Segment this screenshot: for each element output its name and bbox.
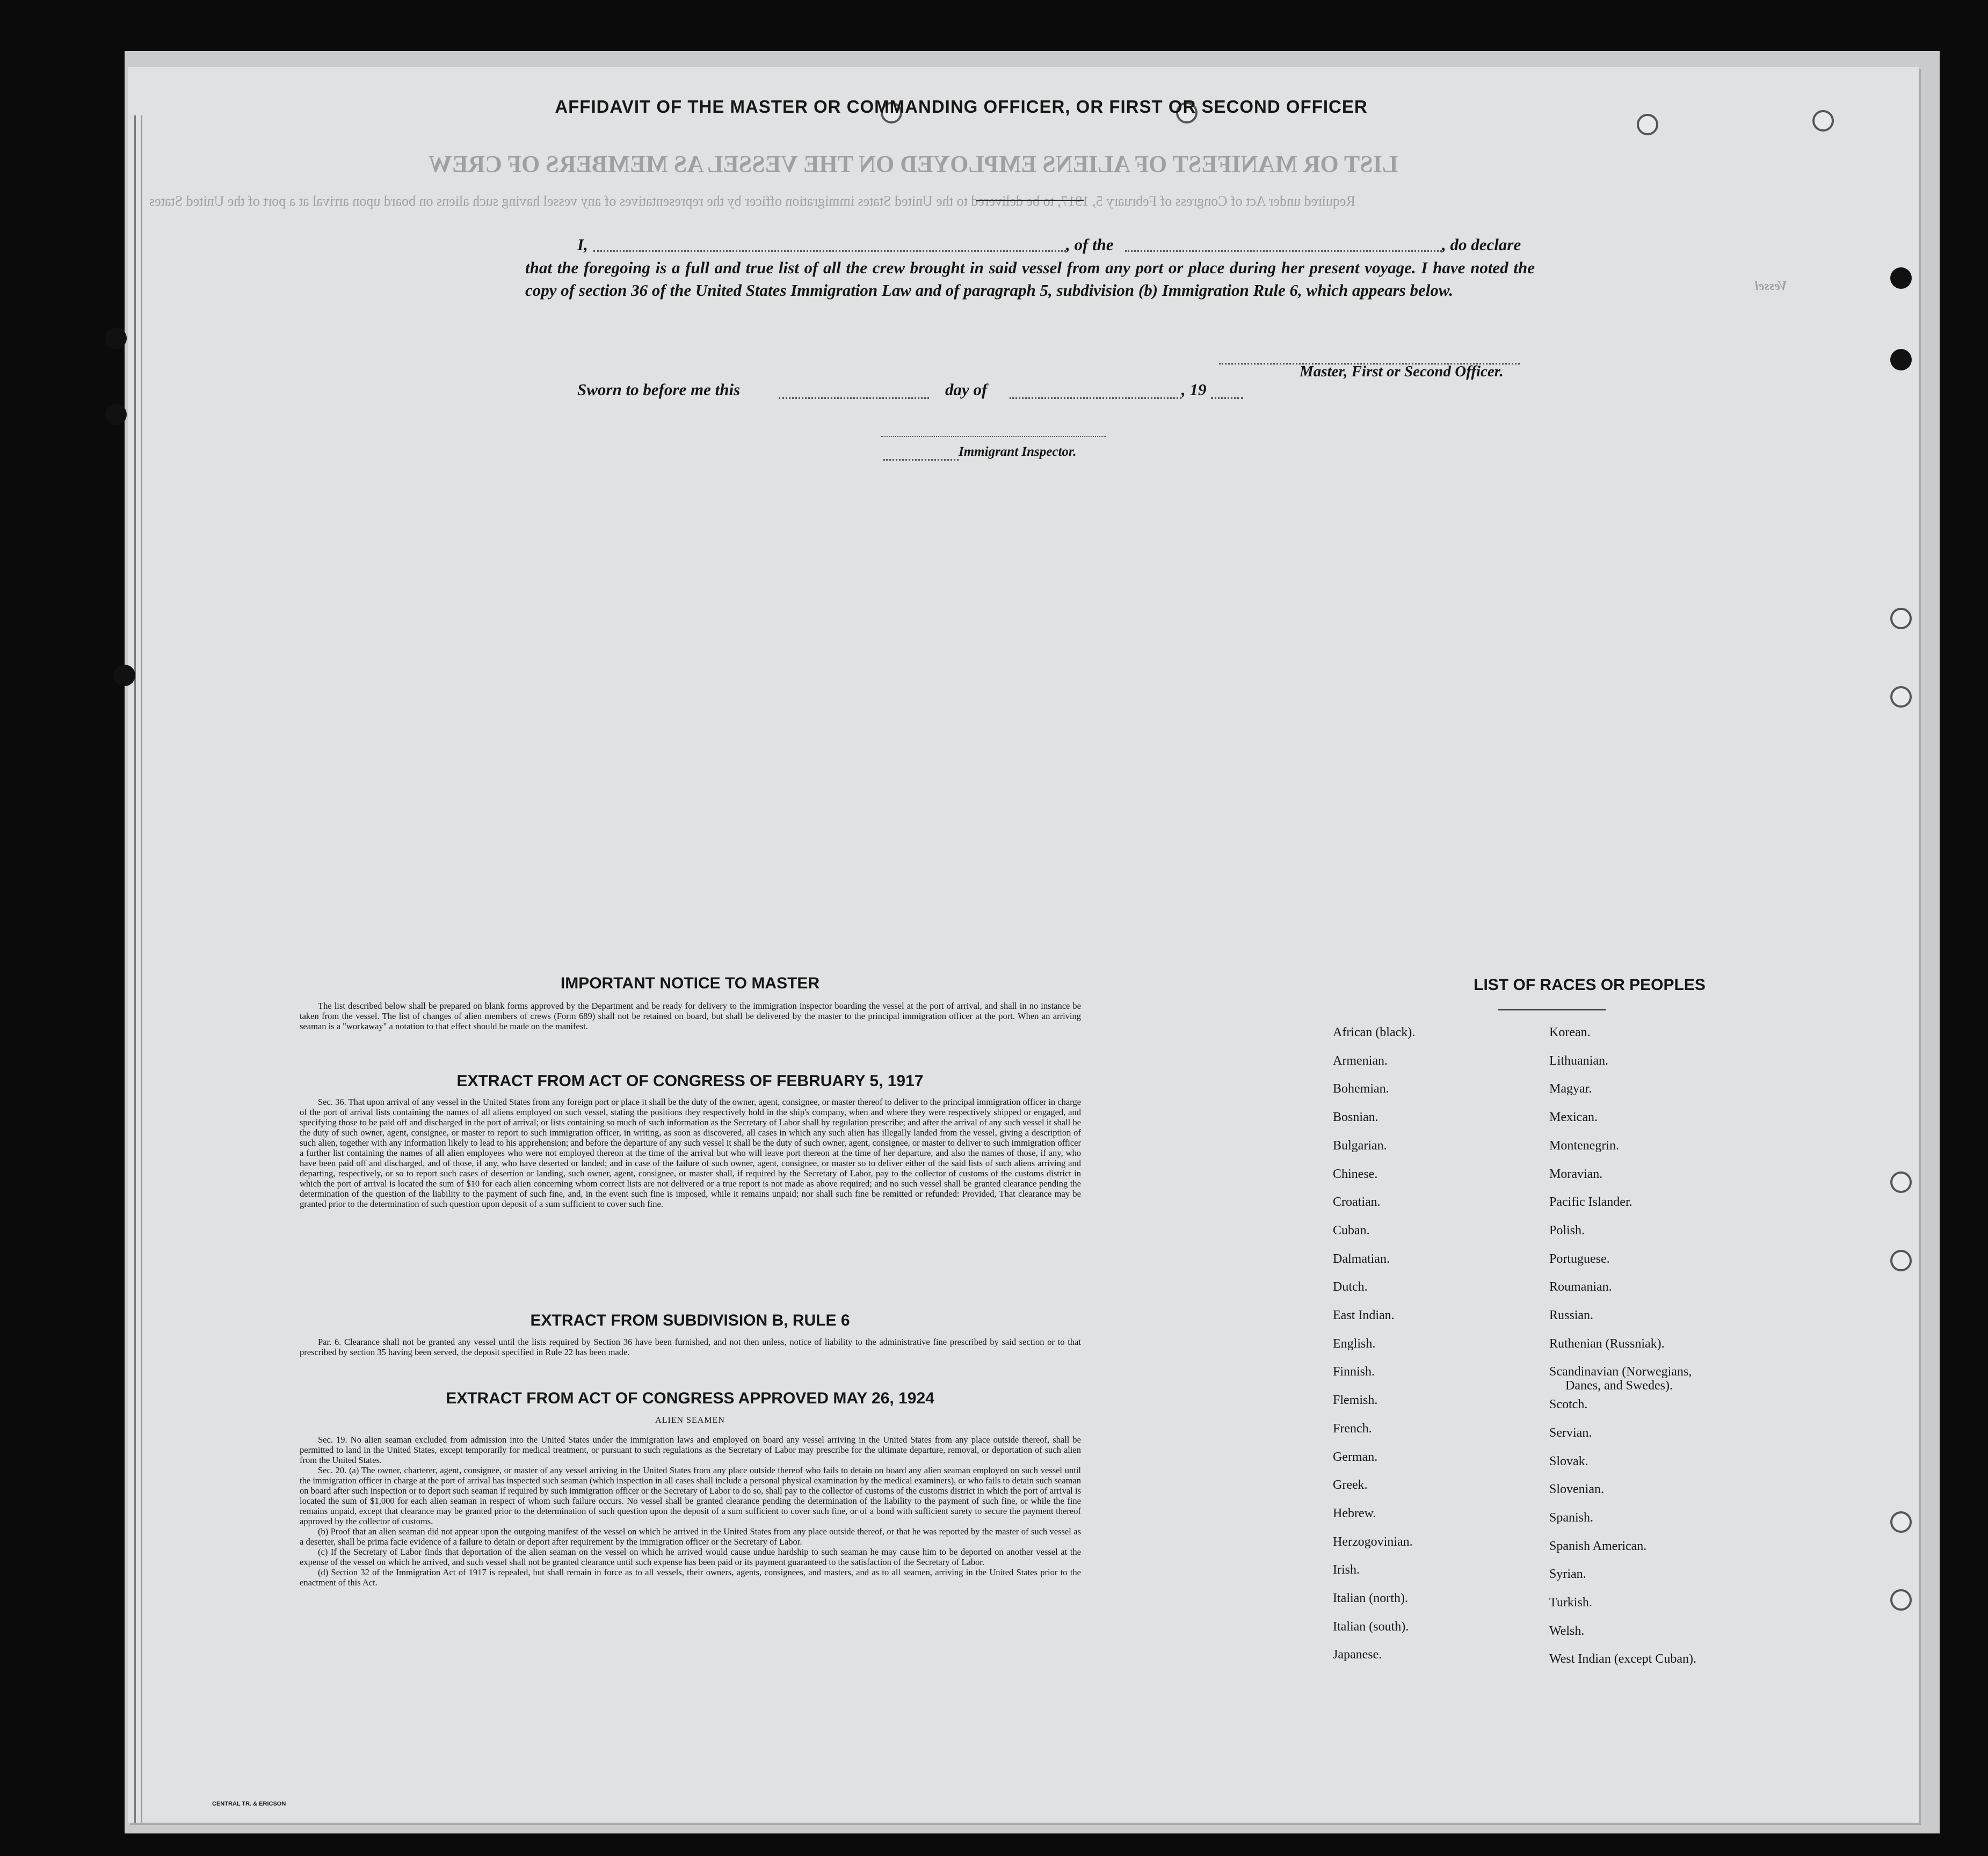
races-title: LIST OF RACES OR PEOPLES — [1474, 976, 1706, 994]
affidavit-do-declare: , do declare — [1442, 235, 1521, 254]
punch-hole — [1890, 608, 1912, 629]
sec20c-paragraph: (c) If the Secretary of Labor finds that deportation of the alien seaman on the vessel on which he arrived would cause undue hardship to such seaman he may cause him to be deported on another vessel at the expense of the vessel on which he arrived, and such vessel shall not be granted clearance until such expense has been paid or its payment guaranteed to the satisfaction of the Secretary of Labor. — [300, 1547, 1081, 1567]
race-item: German. — [1333, 1450, 1378, 1464]
race-item: Polish. — [1549, 1223, 1585, 1238]
inspector-label: Immigrant Inspector. — [959, 445, 1077, 459]
race-item: Italian (south). — [1333, 1619, 1409, 1634]
master-signature-label: Master, First or Second Officer. — [1300, 363, 1504, 380]
race-item: Welsh. — [1549, 1624, 1585, 1638]
extract-1924-text — [300, 1435, 1081, 1588]
race-item: Italian (north). — [1333, 1591, 1408, 1605]
race-item: Lithuanian. — [1549, 1053, 1608, 1068]
inspector-signature-line — [881, 436, 1106, 437]
punch-hole — [1890, 267, 1912, 289]
race-item: Japanese. — [1333, 1648, 1382, 1662]
race-item: Portuguese. — [1549, 1251, 1610, 1266]
race-item: English. — [1333, 1336, 1376, 1351]
punch-hole — [1890, 349, 1912, 370]
inspector-blank — [883, 459, 959, 461]
year-blank — [1211, 397, 1243, 399]
race-item: Korean. — [1549, 1025, 1591, 1039]
extract-rule6-paragraph: Par. 6. Clearance shall not be granted any vessel until the lists required by Section 36 have been furnished, and not then unless, notice of liability to the administrative fine prescribed by said section or to that prescribed by section 35 having been served, the deposit specified in Rule 22 has been made. — [300, 1337, 1081, 1357]
race-item: Ruthenian (Russniak). — [1549, 1336, 1665, 1351]
race-item: Scandinavian (Norwegians, — [1549, 1365, 1692, 1379]
punch-hole — [1637, 114, 1658, 135]
race-item: Mexican. — [1549, 1110, 1598, 1125]
ghost-subtitle: Required under Act of Congress of February 5, 1917, to be delivered to the United States immigration officer by the representatives of any vessel having such aliens on board upon arrival at a port of the United States — [149, 193, 1355, 209]
race-item-continuation: Danes, and Swedes). — [1565, 1379, 1673, 1393]
sworn-label: Sworn to before me this — [577, 380, 741, 399]
printer-mark: CENTRAL TR. & ERICSON — [212, 1801, 286, 1807]
race-item: Moravian. — [1549, 1167, 1603, 1181]
title-underline — [976, 200, 1084, 201]
punch-hole — [105, 404, 127, 425]
race-item: Dutch. — [1333, 1280, 1368, 1294]
race-item: Spanish American. — [1549, 1539, 1647, 1553]
race-item: Cuban. — [1333, 1223, 1370, 1238]
sec19-paragraph: Sec. 19. No alien seaman excluded from admission into the United States under the immigration laws and employed on board any vessel arriving in the United States from any place outside thereof, shall be permitted to land in the United States, except temporarily for medical treatment, or pursuant to such regulations as the Secretary of Labor may prescribe for the ultimate departure, removal, or deportation of such alien from the United States. — [300, 1435, 1081, 1465]
race-item: Dalmatian. — [1333, 1251, 1390, 1266]
race-item: Croatian. — [1333, 1195, 1381, 1210]
race-item: Bulgarian. — [1333, 1138, 1387, 1153]
day-of-label: day of — [945, 380, 988, 399]
year-label: , 19 — [1181, 380, 1207, 399]
race-item: Russian. — [1549, 1308, 1594, 1322]
punch-hole — [114, 665, 135, 686]
race-item: Servian. — [1549, 1425, 1592, 1440]
sec20b-paragraph: (b) Proof that an alien seaman did not appear upon the outgoing manifest of the vessel on which he arrived in the United States from any place outside thereof, or that he was reported by the master of such vessel as a deserter, shall be prima facie evidence of a failure to detain or deport after requirement by the immigration officer or the Secretary of Labor. — [300, 1526, 1081, 1547]
notice-title: IMPORTANT NOTICE TO MASTER — [560, 974, 820, 992]
notice-paragraph: The list described below shall be prepared on blank forms approved by the Department and be ready for delivery to the immigration inspector boarding the vessel at the port of arrival, and shall in no instance be taken from the vessel. The list of changes of alien members of crews (Form 689) shall not be retained on board, but shall be delivered by the master to the principal immigration officer at the port. When an arriving seaman is a "workaway" a notation to that effect should be made on the manifest. — [300, 1001, 1081, 1031]
race-item: Irish. — [1333, 1563, 1360, 1577]
punch-hole — [1812, 110, 1834, 132]
race-item: African (black). — [1333, 1025, 1416, 1039]
ghost-vessel: Vessel — [1755, 279, 1787, 293]
name-blank — [593, 250, 1066, 252]
affidavit-i: I, — [577, 235, 588, 254]
affidavit-title: AFFIDAVIT OF THE MASTER OR COMMANDING OFFICER, OR FIRST OR SECOND OFFICER — [555, 97, 1368, 117]
extract-rule6-title: EXTRACT FROM SUBDIVISION B, RULE 6 — [530, 1312, 850, 1329]
page-edge — [134, 115, 142, 1823]
race-item: Turkish. — [1549, 1596, 1592, 1610]
extract-1917-title: EXTRACT FROM ACT OF CONGRESS OF FEBRUARY 5, 1917 — [456, 1072, 924, 1090]
race-item: Chinese. — [1333, 1167, 1378, 1181]
punch-hole — [1890, 1250, 1912, 1271]
sec20d-paragraph: (d) Section 32 of the Immigration Act of 1917 is repealed, but shall remain in force as to all vessels, their owners, agents, consignees, and masters, and as to all seamen, arriving in the United States prior to the enactment of this Act. — [300, 1567, 1081, 1588]
extract-1924-title: EXTRACT FROM ACT OF CONGRESS APPROVED MAY 26, 1924 — [446, 1389, 934, 1407]
race-item: West Indian (except Cuban). — [1549, 1652, 1696, 1666]
ghost-title: LIST OR MANIFEST OF ALIENS EMPLOYED ON THE VESSEL AS MEMBERS OF CREW — [429, 151, 1398, 177]
race-item: Roumanian. — [1549, 1280, 1612, 1294]
race-item: Armenian. — [1333, 1053, 1388, 1068]
extract-1917-text — [300, 1097, 1081, 1209]
extract-1917-paragraph: Sec. 36. That upon arrival of any vessel in the United States from any foreign port or place it shall be the duty of the owner, agent, consignee, or master thereof to deliver to the principal immigration officer in charge of the port of arrival lists containing the names of all aliens employed on such vessel, stating the positions they respectively hold in the ship's company, when and where they were respectively shipped or engaged, and specifying those to be paid off and discharged in the port of arrival; or lists containing so much of such information as the Secretary of Labor shall by regulation prescribe; and after the arrival of any such vessel it shall be the duty of such owner, agent, consignee, or master to report to such immigration officer, in writing, as soon as discovered, all cases in which any such alien has illegally landed from the vessel, giving a description of such alien, together with any information likely to lead to his apprehension; and before the departure of any such vessel it shall be the duty of such owner, agent, consignee, or master to deliver to such immigration officer a further list containing the names of all alien employees who were not employed thereon at the time of the arrival but who will leave port thereon at the time of her departure, and also the names of those, if any, who have been paid off and discharged, and of those, if any, who have deserted or landed; and in case of the failure of such owner, agent, consignee, or master so to deliver either of the said lists of such aliens arriving and departing, respectively, or so to report such cases of desertion or landing, such owner, agent, consignee, or master shall, if required by the Secretary of Labor, pay to the collector of customs of the customs district in which the port of arrival is located the sum of $10 for each alien concerning whom correct lists are not delivered or a true report is not made as above required; and no such vessel shall be granted clearance pending the determination of the question of the liability to the payment of such fine, and, in the event such fine is imposed, while it remains unpaid; nor shall such fine be remitted or refunded: Provided, That clearance may be granted prior to the determination of such question upon deposit of a sum sufficient to cover such fine. — [300, 1097, 1081, 1209]
race-item: Herzogovinian. — [1333, 1534, 1413, 1549]
race-item: Syrian. — [1549, 1567, 1586, 1582]
day-blank — [779, 397, 929, 399]
race-item: Bohemian. — [1333, 1082, 1389, 1096]
race-item: Pacific Islander. — [1549, 1195, 1633, 1210]
race-item: Hebrew. — [1333, 1506, 1376, 1520]
race-item: Magyar. — [1549, 1082, 1592, 1096]
punch-hole — [1890, 1171, 1912, 1193]
race-item: Slovenian. — [1549, 1482, 1604, 1497]
races-underline — [1498, 1009, 1606, 1010]
month-blank — [1010, 397, 1181, 399]
punch-hole — [1890, 686, 1912, 708]
race-item: Finnish. — [1333, 1365, 1375, 1379]
alien-seamen-subtitle: ALIEN SEAMEN — [655, 1416, 725, 1425]
vessel-blank — [1125, 250, 1442, 252]
race-item: Bosnian. — [1333, 1110, 1378, 1125]
extract-rule6-text — [300, 1337, 1081, 1357]
race-item: Scotch. — [1549, 1398, 1588, 1412]
race-item: Greek. — [1333, 1478, 1368, 1493]
race-item: Spanish. — [1549, 1510, 1594, 1525]
race-item: French. — [1333, 1421, 1372, 1436]
race-item: Montenegrin. — [1549, 1138, 1619, 1153]
affidavit-body: that the foregoing is a full and true list of all the crew brought in said vessel from any port or place during her present voyage. I have noted the copy of section 36 of the United States Immigration Law and of paragraph 5, subdivision (b) Immigration Rule 6, which appears below. — [525, 258, 1535, 300]
punch-hole — [1890, 1589, 1912, 1611]
sec20a-paragraph: Sec. 20. (a) The owner, charterer, agent, consignee, or master of any vessel arriving in the United States from any place outside thereof who fails to detain on board any alien seaman employed on such vessel until the immigration officer in charge at the port of arrival has inspected such seaman (which inspection in all cases shall include a personal physical examination by the medical examiners), or who fails to detain such seaman on board after such inspection or to deport such seaman if required by such immigration officer or the Secretary of Labor to do so, shall pay to the collector of customs of the customs district in which the port of arrival is located the sum of $1,000 for each alien seaman in respect of whom such failure occurs. No vessel shall be granted clearance pending the determination of the liability to the payment of such fine, or while the fine remains unpaid, except that clearance may be granted prior to the determination of such question upon the deposit of a sum sufficient to cover such fine, or of a bond with sufficient surety to secure the payment thereof approved by the collector of customs. — [300, 1465, 1081, 1526]
race-item: Slovak. — [1549, 1454, 1588, 1468]
punch-hole — [1890, 1511, 1912, 1533]
race-item: Flemish. — [1333, 1393, 1378, 1408]
affidavit-of-the: , of the — [1066, 235, 1114, 254]
punch-hole — [105, 327, 127, 349]
notice-text — [300, 1001, 1081, 1031]
race-item: East Indian. — [1333, 1308, 1395, 1322]
